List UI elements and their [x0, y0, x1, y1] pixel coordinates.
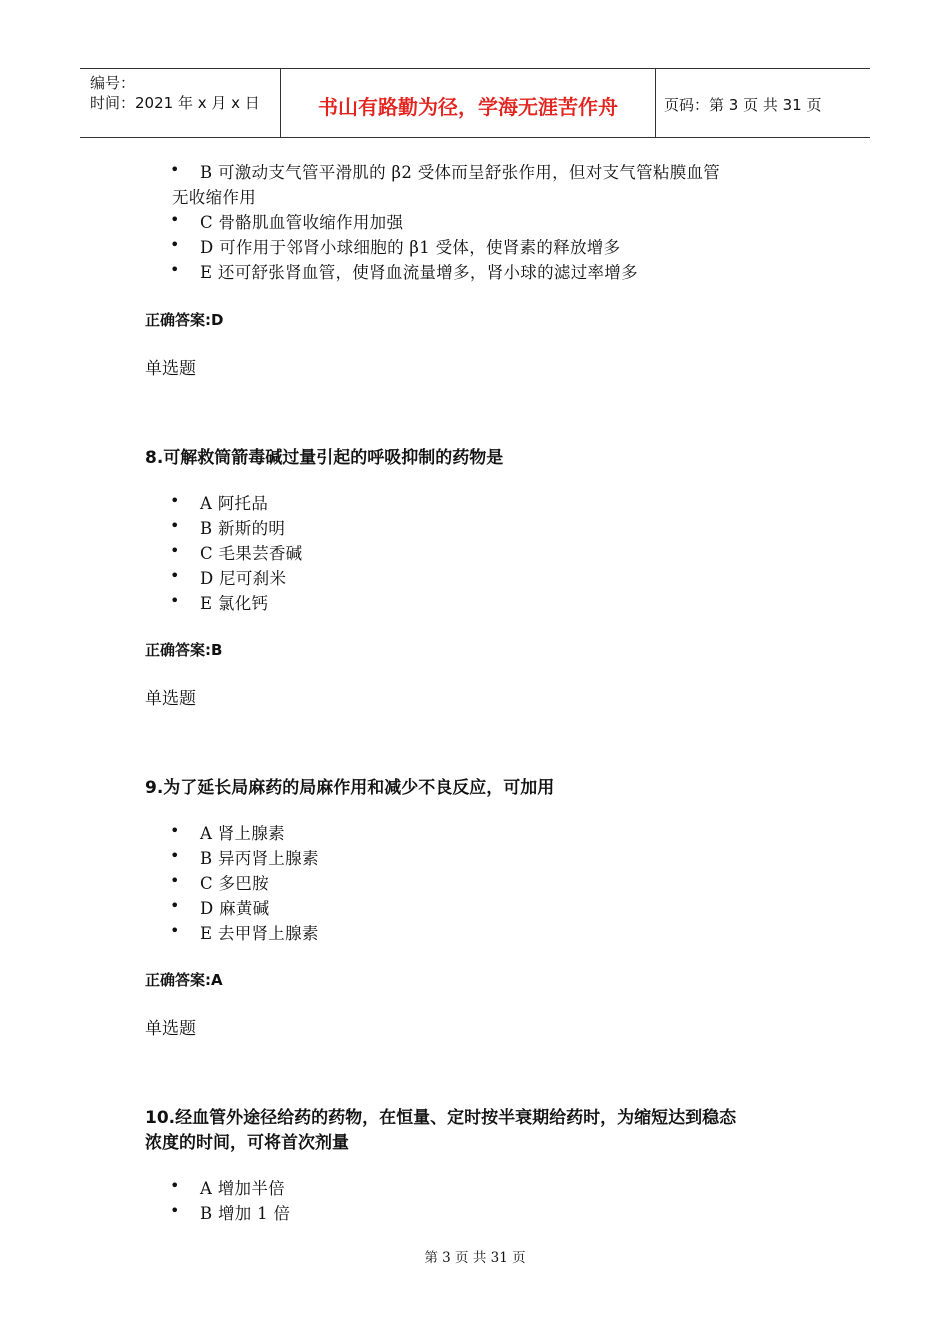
option-b: B 可激动支气管平滑肌的 β2 受体而呈舒张作用，但对支气管粘膜血管: [200, 163, 721, 182]
question-type: 单选题: [145, 689, 196, 709]
question-type: 单选题: [145, 359, 196, 379]
bullet-icon: •: [170, 516, 180, 535]
bullet-icon: •: [170, 210, 180, 229]
option-d: D 麻黄碱: [200, 899, 270, 918]
option-c: C 骨骼肌血管收缩作用加强: [200, 213, 404, 232]
correct-answer: 正确答案:B: [145, 641, 223, 659]
time-label: 时间：2021 年 x 月 x 日: [90, 94, 260, 112]
slogan: 书山有路勤为径，学海无涯苦作舟: [318, 95, 618, 119]
bullet-icon: •: [170, 1176, 180, 1195]
option-e: E 去甲肾上腺素: [200, 924, 319, 943]
correct-answer: 正确答案:A: [145, 971, 223, 989]
option-d: D 可作用于邻肾小球细胞的 β1 受体，使肾素的释放增多: [200, 238, 621, 257]
bullet-icon: •: [170, 260, 180, 279]
bullet-icon: •: [170, 541, 180, 560]
bullet-icon: •: [170, 871, 180, 890]
bullet-icon: •: [170, 821, 180, 840]
question-type: 单选题: [145, 1019, 196, 1039]
question-title-line-2: 浓度的时间，可将首次剂量: [145, 1133, 349, 1153]
page-header: [80, 68, 870, 138]
question-title: 9.为了延长局麻药的局麻作用和减少不良反应，可加用: [145, 778, 555, 798]
option-c: C 毛果芸香碱: [200, 544, 303, 563]
bullet-icon: •: [170, 591, 180, 610]
bullet-icon: •: [170, 896, 180, 915]
option-e: E 还可舒张肾血管，使肾血流量增多，肾小球的滤过率增多: [200, 263, 638, 282]
correct-answer: 正确答案:D: [145, 311, 224, 329]
bullet-icon: •: [170, 160, 180, 179]
page-label: 页码：第 3 页 共 31 页: [664, 96, 822, 114]
page-footer: 第 3 页 共 31 页: [424, 1250, 526, 1266]
question-title-line-1: 10.经血管外途径给药的药物，在恒量、定时按半衰期给药时，为缩短达到稳态: [145, 1108, 737, 1128]
header-page-cell: [655, 69, 870, 137]
bullet-icon: •: [170, 846, 180, 865]
option-b-continuation: 无收缩作用: [172, 188, 256, 207]
option-a: A 阿托品: [200, 494, 269, 513]
option-a: A 增加半倍: [200, 1179, 285, 1198]
bullet-icon: •: [170, 1201, 180, 1220]
option-b: B 增加 1 倍: [200, 1204, 291, 1223]
option-c: C 多巴胺: [200, 874, 269, 893]
option-d: D 尼可刹米: [200, 569, 287, 588]
bullet-icon: •: [170, 566, 180, 585]
header-slogan-cell: [280, 69, 656, 137]
number-label: 编号：: [90, 74, 136, 92]
option-a: A 肾上腺素: [200, 824, 285, 843]
question-title: 8.可解救筒箭毒碱过量引起的呼吸抑制的药物是: [145, 448, 504, 468]
option-b: B 异丙肾上腺素: [200, 849, 319, 868]
bullet-icon: •: [170, 921, 180, 940]
header-meta-cell: [80, 69, 280, 137]
bullet-icon: •: [170, 491, 180, 510]
option-e: E 氯化钙: [200, 594, 269, 613]
option-b: B 新斯的明: [200, 519, 286, 538]
bullet-icon: •: [170, 235, 180, 254]
